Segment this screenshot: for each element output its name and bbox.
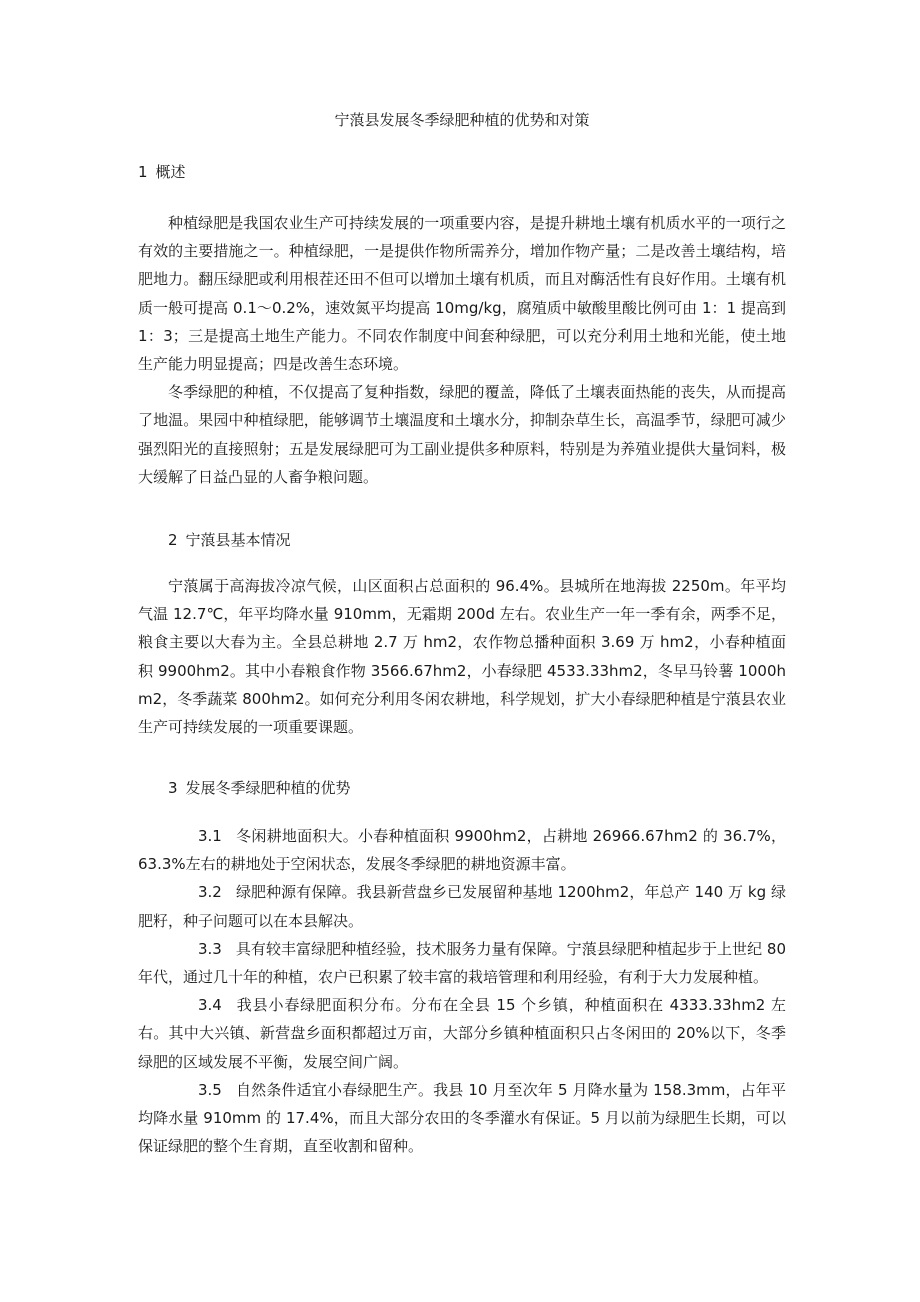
item-text: 具有较丰富绿肥种植经验，技术服务力量有保障。宁蒗县绿肥种植起步于上世纪 80 年代，通过几十年的种植，农户已积累了较丰富的栽培管理和利用经验，有利于大力发展种植。 [138, 939, 786, 987]
section-number: 2 [168, 531, 178, 549]
section-heading-2 [168, 528, 291, 552]
list-item [138, 878, 786, 934]
paragraph: 种植绿肥是我国农业生产可持续发展的一项重要内容，是提升耕地土壤有机质水平的一项行之有效的主要措施之一。种植绿肥，一是提供作物所需养分，增加作物产量；二是改善土壤结构，培肥地力。翻压绿肥或利用根茬还田不但可以增加土壤有机质，而且对酶活性有良好作用。土壤有机质一般可提高 0.1～0.2%，速效氮平均提高 10mg/kg，腐殖质中敏酸里酸比例可由 1：1 提高到 1：3；三是提高土地生产能力。不同农作制度中间套种绿肥，可以充分利用土地和光能，使土地生产能力明显提高；四是改善生态环境。 [138, 214, 786, 374]
section-3-body [138, 822, 786, 1160]
list-item [138, 1076, 786, 1161]
section-heading-3 [168, 776, 351, 800]
section-number: 1 [138, 163, 148, 181]
list-item [138, 822, 786, 878]
item-text: 自然条件适宜小春绿肥生产。我县 10 月至次年 5 月降水量为 158.3mm，占年平均降水量 910mm 的 17.4%，而且大部分农田的冬季灌水有保证。5 月以前为绿肥生长期，可以保证绿肥的整个生育期，直至收割和留种。 [138, 1080, 786, 1156]
item-number: 3.2 [198, 883, 222, 902]
list-item [138, 935, 786, 991]
paragraph: 冬季绿肥的种植，不仅提高了复种指数，绿肥的覆盖，降低了土壤表面热能的丧失，从而提高了地温。果园中种植绿肥，能够调节土壤温度和土壤水分，抑制杂草生长，高温季节，绿肥可减少强烈阳光的直接照射；五是发展绿肥可为工副业提供多种原料，特别是为养殖业提供大量饲料，极大缓解了日益凸显的人畜争粮问题。 [138, 383, 786, 486]
paragraph: 宁蒗属于高海拔冷凉气候，山区面积占总面积的 96.4%。县城所在地海拔 2250m。年平均气温 12.7℃，年平均降水量 910mm，无霜期 200d 左右。农业生产一年一季有余，两季不足，粮食主要以大春为主。全县总耕地 2.7 万 hm2，农作物总播种面积 3.69 万 hm2，小春种植面积 9900hm2。其中小春粮食作物 3566.67hm2，小春绿肥 4533.33hm2，冬早马铃薯 1000hm2，冬季蔬菜 800hm2。如何充分利用冬闲农耕地，科学规划，扩大小春绿肥种植是宁蒗县农业生产可持续发展的一项重要课题。 [138, 577, 786, 737]
section-heading-text: 宁蒗县基本情况 [185, 531, 291, 549]
section-number: 3 [168, 779, 178, 797]
item-number: 3.3 [198, 939, 222, 958]
item-number: 3.5 [198, 1080, 222, 1099]
section-1-body [138, 209, 786, 491]
section-heading-1 [138, 160, 186, 184]
item-text: 绿肥种源有保障。我县新营盘乡已发展留种基地 1200hm2，年总产 140 万 kg 绿肥籽，种子问题可以在本县解决。 [138, 883, 786, 930]
item-text: 冬闲耕地面积大。小春种植面积 9900hm2，占耕地 26966.67hm2 的 36.7%，63.3%左右的耕地处于空闲状态，发展冬季绿肥的耕地资源丰富。 [138, 827, 786, 874]
section-heading-text: 概述 [155, 163, 186, 181]
item-number: 3.4 [198, 996, 222, 1015]
list-item [138, 991, 786, 1076]
item-number: 3.1 [198, 827, 222, 845]
document-page [138, 108, 786, 1156]
section-2-body [138, 572, 786, 741]
page-title: 宁蒗县发展冬季绿肥种植的优势和对策 [334, 111, 590, 129]
section-heading-text: 发展冬季绿肥种植的优势 [185, 779, 351, 797]
item-text: 我县小春绿肥面积分布。分布在全县 15 个乡镇，种植面积在 4333.33hm2 左右。其中大兴镇、新营盘乡面积都超过万亩，大部分乡镇种植面积只占冬闲田的 20%以下，冬季绿肥的区域发展不平衡，发展空间广阔。 [138, 996, 786, 1071]
